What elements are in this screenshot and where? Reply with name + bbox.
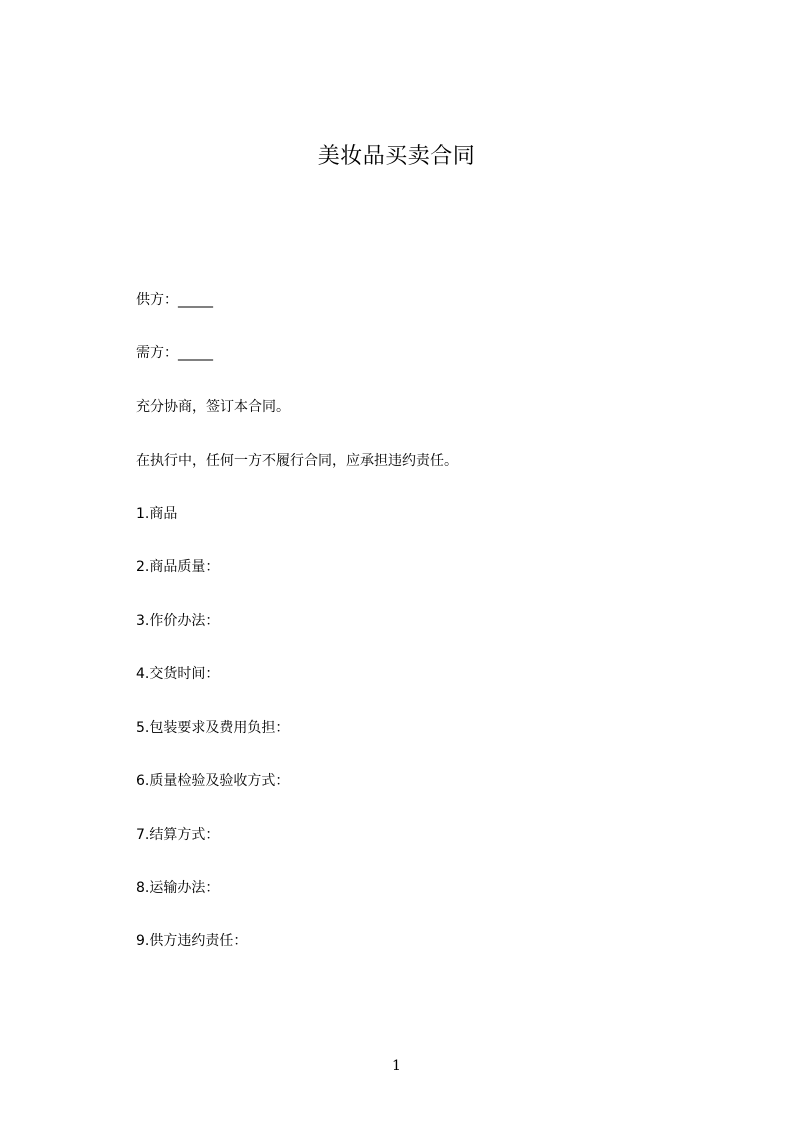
clause-item-9: 9.供方违约责任：: [136, 933, 248, 949]
document-title: 美妆品买卖合同: [317, 144, 476, 169]
liability-line: 在执行中，任何一方不履行合同，应承担违约责任。: [136, 453, 458, 469]
clause-item-1: 1.商品: [136, 506, 178, 522]
clause-item-6: 6.质量检验及验收方式：: [136, 773, 290, 789]
clause-item-5: 5.包装要求及费用负担：: [136, 720, 290, 736]
clause-item-7: 7.结算方式：: [136, 827, 220, 843]
clause-item-2: 2.商品质量：: [136, 559, 220, 575]
supplier-line: 供方：_____: [136, 292, 213, 308]
buyer-line: 需方：_____: [136, 345, 213, 361]
clause-item-8: 8.运输办法：: [136, 880, 220, 896]
page-number: 1: [392, 1058, 401, 1074]
intro-line: 充分协商，签订本合同。: [136, 399, 290, 415]
clause-item-4: 4.交货时间：: [136, 666, 220, 682]
clause-item-3: 3.作价办法：: [136, 613, 220, 629]
